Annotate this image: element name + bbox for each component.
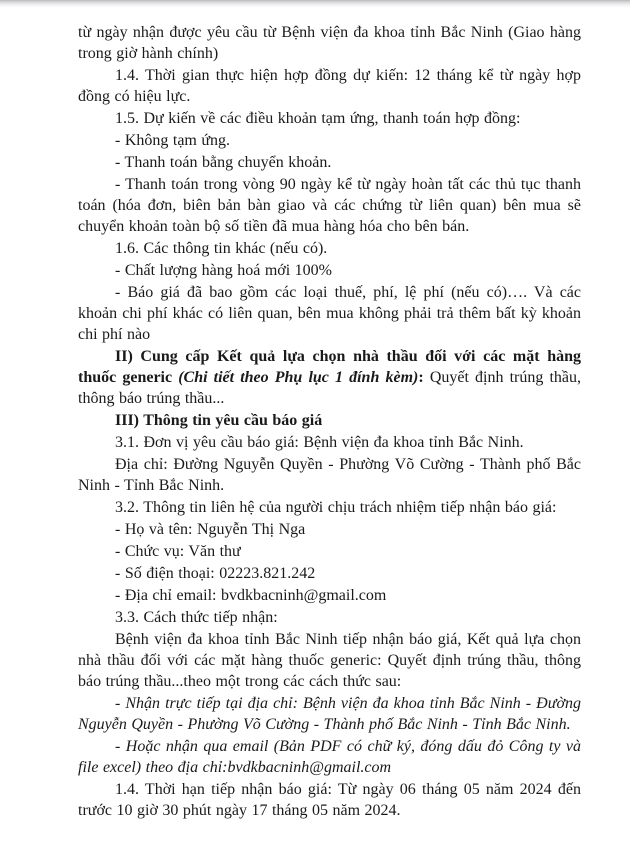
text-segment: - Địa chỉ email: bvdkbacninh@gmail.com [115,587,387,604]
paragraph [78,260,581,281]
text-segment: từ ngày nhận được yêu cầu từ Bệnh viện đa khoa tỉnh Bắc Ninh (Giao hàng trong giờ hành chính) [78,24,581,62]
document-body [78,22,581,822]
text-segment: - Thanh toán bằng chuyển khoản. [115,154,332,171]
text-segment: - Nhận trực tiếp tại địa chỉ: Bệnh viện đa khoa tỉnh Bắc Ninh - Đường Nguyễn Quyền - Phường Võ Cường - Thành phố Bắc Ninh - Tỉnh Bắc Ninh. [78,695,581,733]
text-segment: Quyết định trúng thầu, thông báo trúng thầu... [78,369,582,407]
paragraph [78,629,581,692]
paragraph [78,22,581,64]
text-segment: 1.4. Thời hạn tiếp nhận báo giá: Từ ngày 06 tháng 05 năm 2024 đến trước 10 giờ 30 phút ngày 17 tháng 05 năm 2024. [78,781,581,819]
paragraph [78,454,581,496]
paragraph [78,432,581,453]
text-segment: - Thanh toán trong vòng 90 ngày kể từ ngày hoàn tất các thủ tục thanh toán (hóa đơn, biên bản bàn giao và các chứng từ liên quan) bên mua sẽ chuyển khoản toàn bộ số tiền đã mua hàng hóa cho bên bán. [78,176,581,235]
text-segment: 1.5. Dự kiến về các điều khoản tạm ứng, thanh toán hợp đồng: [115,110,521,127]
text-segment: - Không tạm ứng. [115,132,231,149]
text-segment: 3.1. Đơn vị yêu cầu báo giá: Bệnh viện đa khoa tỉnh Bắc Ninh. [115,434,524,451]
paragraph [78,779,581,821]
text-segment: - Báo giá đã bao gồm các loại thuế, phí, lệ phí (nếu có)…. Và các khoản chi phí khác có liên quan, bên mua không phải trả thêm bất kỳ khoản chi phí nào [78,284,581,343]
paragraph [78,585,581,606]
page-top-edge-shadow [0,0,630,8]
text-segment: - Chất lượng hàng hoá mới 100% [115,262,333,279]
paragraph [78,607,581,628]
text-segment: Địa chỉ: Đường Nguyễn Quyền - Phường Võ Cường - Thành phố Bắc Ninh - Tỉnh Bắc Ninh. [78,456,581,494]
paragraph [78,108,581,129]
text-segment: - Họ và tên: Nguyễn Thị Nga [115,521,306,538]
text-segment: II) Cung cấp Kết quả lựa chọn nhà thầu đối với các mặt hàng thuốc generic [78,348,581,386]
paragraph [78,346,581,409]
paragraph [78,410,581,431]
paragraph [78,519,581,540]
paragraph [78,152,581,173]
paragraph [78,238,581,259]
paragraph [78,736,581,778]
paragraph [78,282,581,345]
paragraph [78,65,581,107]
paragraph [78,497,581,518]
paragraph [78,174,581,237]
paragraph [78,563,581,584]
text-segment: 1.6. Các thông tin khác (nếu có). [115,240,328,257]
paragraph [78,541,581,562]
text-segment: Bệnh viện đa khoa tỉnh Bắc Ninh tiếp nhận báo giá, Kết quả lựa chọn nhà thầu đối với các mặt hàng thuốc generic: Quyết định trúng thầu, thông báo trúng thầu...theo một trong các cách thức sau: [78,631,581,690]
text-segment: : [418,369,430,386]
text-segment: - Hoặc nhận qua email (Bản PDF có chữ ký, đóng dấu đỏ Công ty và file excel) theo địa chỉ:bvdkbacninh@gmail.com [78,738,581,776]
text-segment: 3.3. Cách thức tiếp nhận: [115,609,278,626]
paragraph [78,693,581,735]
paragraph [78,130,581,151]
text-segment: 3.2. Thông tin liên hệ của người chịu trách nhiệm tiếp nhận báo giá: [115,499,557,516]
text-segment: - Số điện thoại: 02223.821.242 [115,565,316,582]
text-segment: 1.4. Thời gian thực hiện hợp đồng dự kiến: 12 tháng kể từ ngày hợp đồng có hiệu lực. [78,67,581,105]
text-segment: III) Thông tin yêu cầu báo giá [115,412,323,429]
text-segment: - Chức vụ: Văn thư [115,543,241,560]
text-segment: (Chi tiết theo Phụ lục 1 đính kèm) [178,369,419,386]
